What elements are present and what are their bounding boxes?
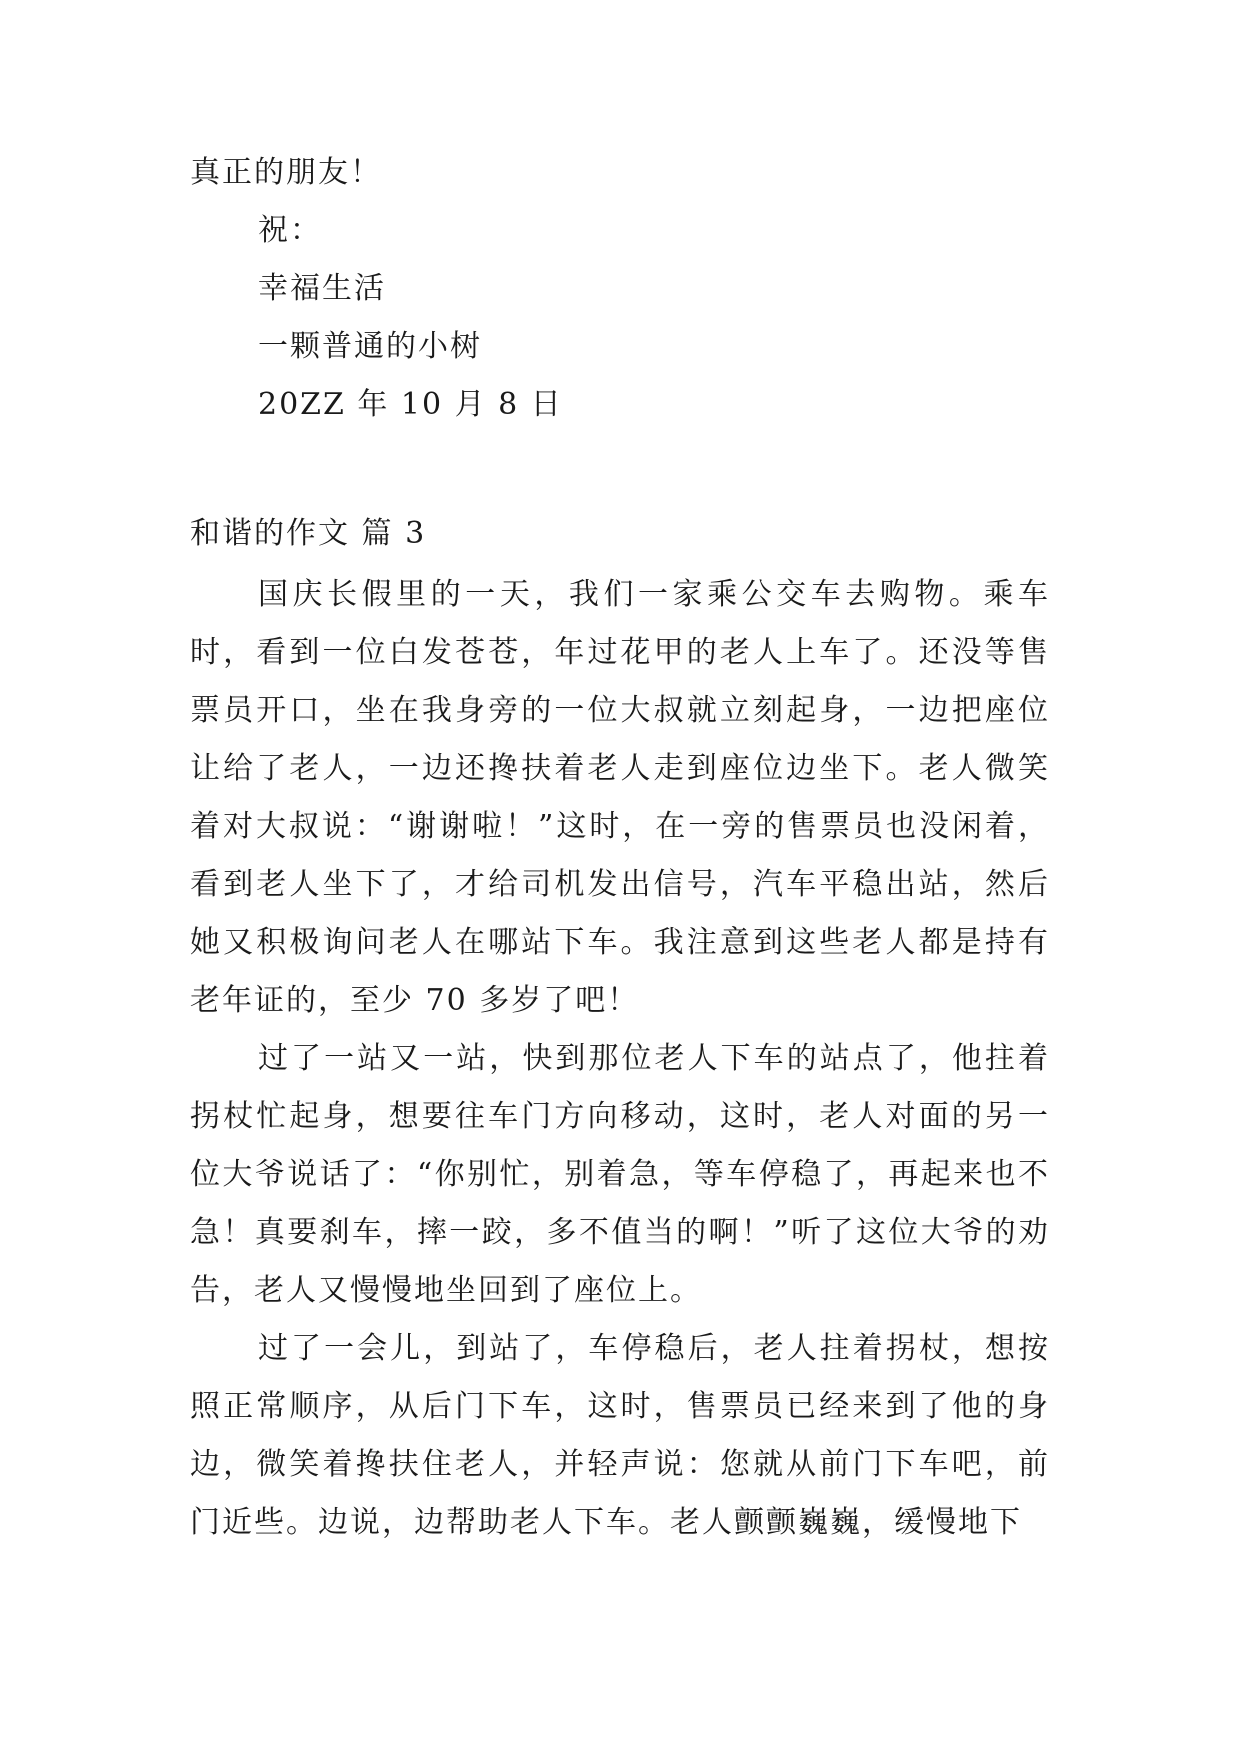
essay-paragraph-1: 国庆长假里的一天，我们一家乘公交车去购物。乘车时，看到一位白发苍苍，年过花甲的老人上车了。还没等售票员开口，坐在我身旁的一位大叔就立刻起身，一边把座位让给了老人，一边还搀扶着老人走到座位边坐下。老人微笑着对大叔说：“谢谢啦！”这时，在一旁的售票员也没闲着，看到老人坐下了，才给司机发出信号，汽车平稳出站，然后她又积极询问老人在哪站下车。我注意到这些老人都是持有老年证的，至少 70 多岁了吧！ [190, 577, 1050, 1018]
closing-line-blessing: 幸福生活 [258, 271, 386, 306]
closing-line-friends: 真正的朋友！ [190, 155, 382, 190]
closing-line-signature: 一颗普通的小树 [258, 329, 482, 364]
closing-line-wish: 祝： [258, 213, 322, 248]
essay-body [190, 566, 1050, 1552]
essay-title: 和谐的作文 篇 3 [190, 516, 427, 551]
essay-paragraph-3: 过了一会儿，到站了，车停稳后，老人拄着拐杖，想按照正常顺序，从后门下车，这时，售票员已经来到了他的身边，微笑着搀扶住老人，并轻声说：您就从前门下车吧，前门近些。边说，边帮助老人下车。老人颤颤巍巍，缓慢地下 [190, 1331, 1050, 1540]
essay-paragraph-2: 过了一站又一站，快到那位老人下车的站点了，他拄着拐杖忙起身，想要往车门方向移动，这时，老人对面的另一位大爷说话了：“你别忙，别着急，等车停稳了，再起来也不急！真要刹车，摔一跤，多不值当的啊！”听了这位大爷的劝告，老人又慢慢地坐回到了座位上。 [190, 1041, 1050, 1308]
closing-line-date: 20ZZ 年 10 月 8 日 [258, 387, 563, 422]
